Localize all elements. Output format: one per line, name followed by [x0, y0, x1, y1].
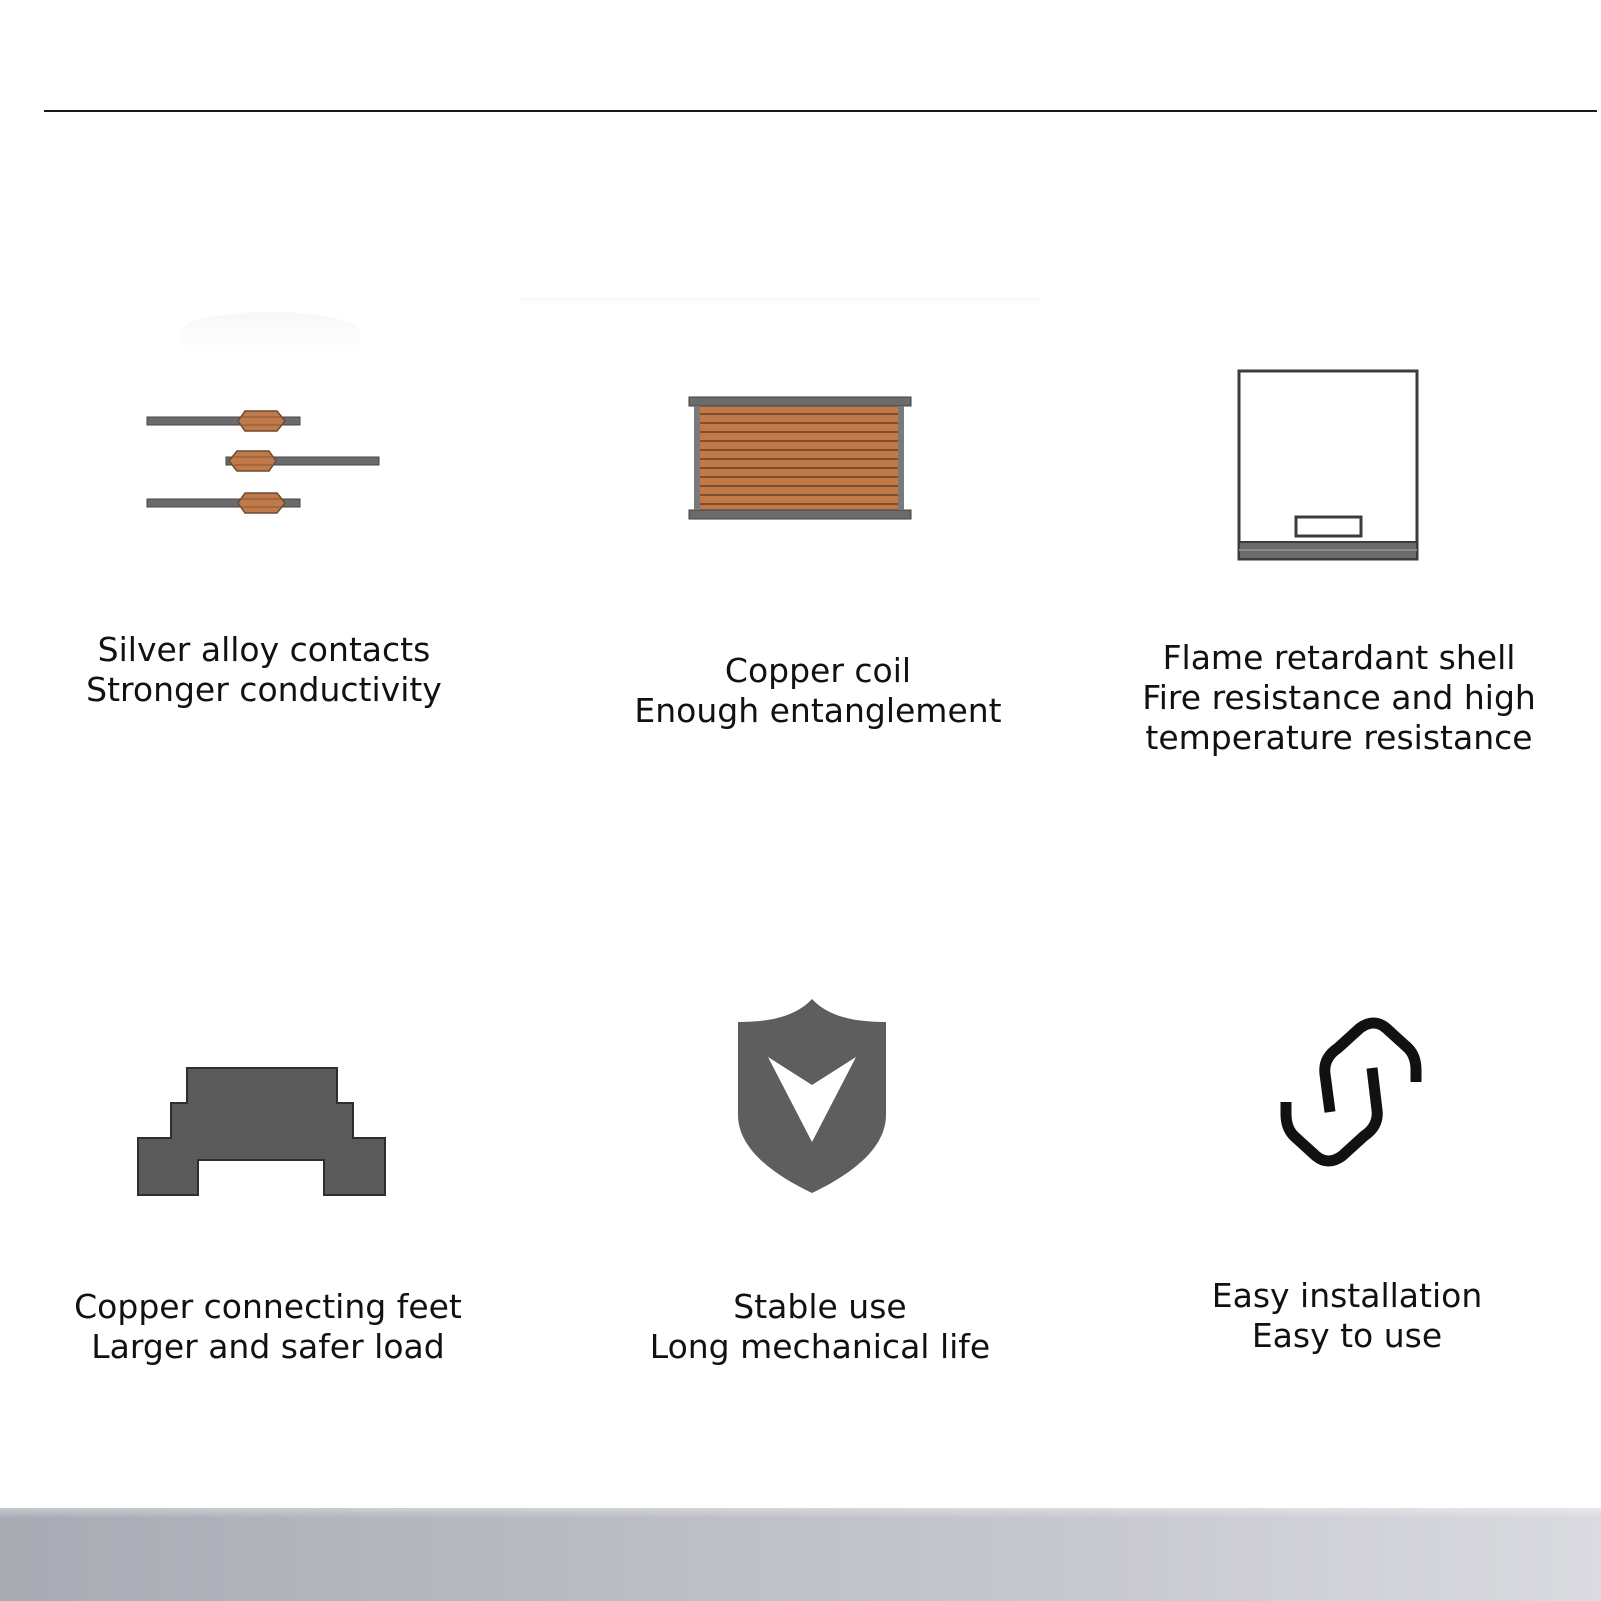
caption-line: Easy to use	[1251, 1316, 1443, 1355]
shield-check-icon	[732, 997, 892, 1195]
caption-line: Easy installation	[1211, 1276, 1483, 1315]
top-divider	[44, 110, 1597, 112]
link-icon	[1268, 1010, 1430, 1192]
feature-caption-easy-installation	[1117, 1276, 1577, 1356]
shell-box-icon	[1237, 369, 1419, 564]
caption-line: Copper connecting feet	[74, 1287, 462, 1326]
caption-line: temperature resistance	[1145, 718, 1533, 757]
caption-line: Silver alloy contacts	[97, 630, 431, 669]
feature-caption-silver-alloy	[34, 630, 494, 710]
faint-shadow-arc	[180, 312, 360, 352]
faint-shadow-band	[520, 298, 1040, 304]
feature-caption-copper-feet	[38, 1287, 498, 1367]
bottom-gradient-band	[0, 1508, 1601, 1601]
feature-caption-flame-retardant	[1109, 638, 1569, 758]
caption-line: Long mechanical life	[649, 1327, 991, 1366]
copper-coil-icon	[688, 396, 916, 521]
connector-feet-icon	[136, 1066, 387, 1197]
contact-pins-icon	[145, 405, 385, 520]
caption-line: Flame retardant shell	[1162, 638, 1516, 677]
caption-line: Larger and safer load	[91, 1327, 445, 1366]
caption-line: Enough entanglement	[634, 691, 1002, 730]
feature-caption-copper-coil	[588, 651, 1048, 731]
caption-line: Fire resistance and high	[1142, 678, 1536, 717]
feature-caption-stable-use	[590, 1287, 1050, 1367]
caption-line: Stable use	[733, 1287, 907, 1326]
caption-line: Stronger conductivity	[86, 670, 442, 709]
caption-line: Copper coil	[724, 651, 912, 690]
